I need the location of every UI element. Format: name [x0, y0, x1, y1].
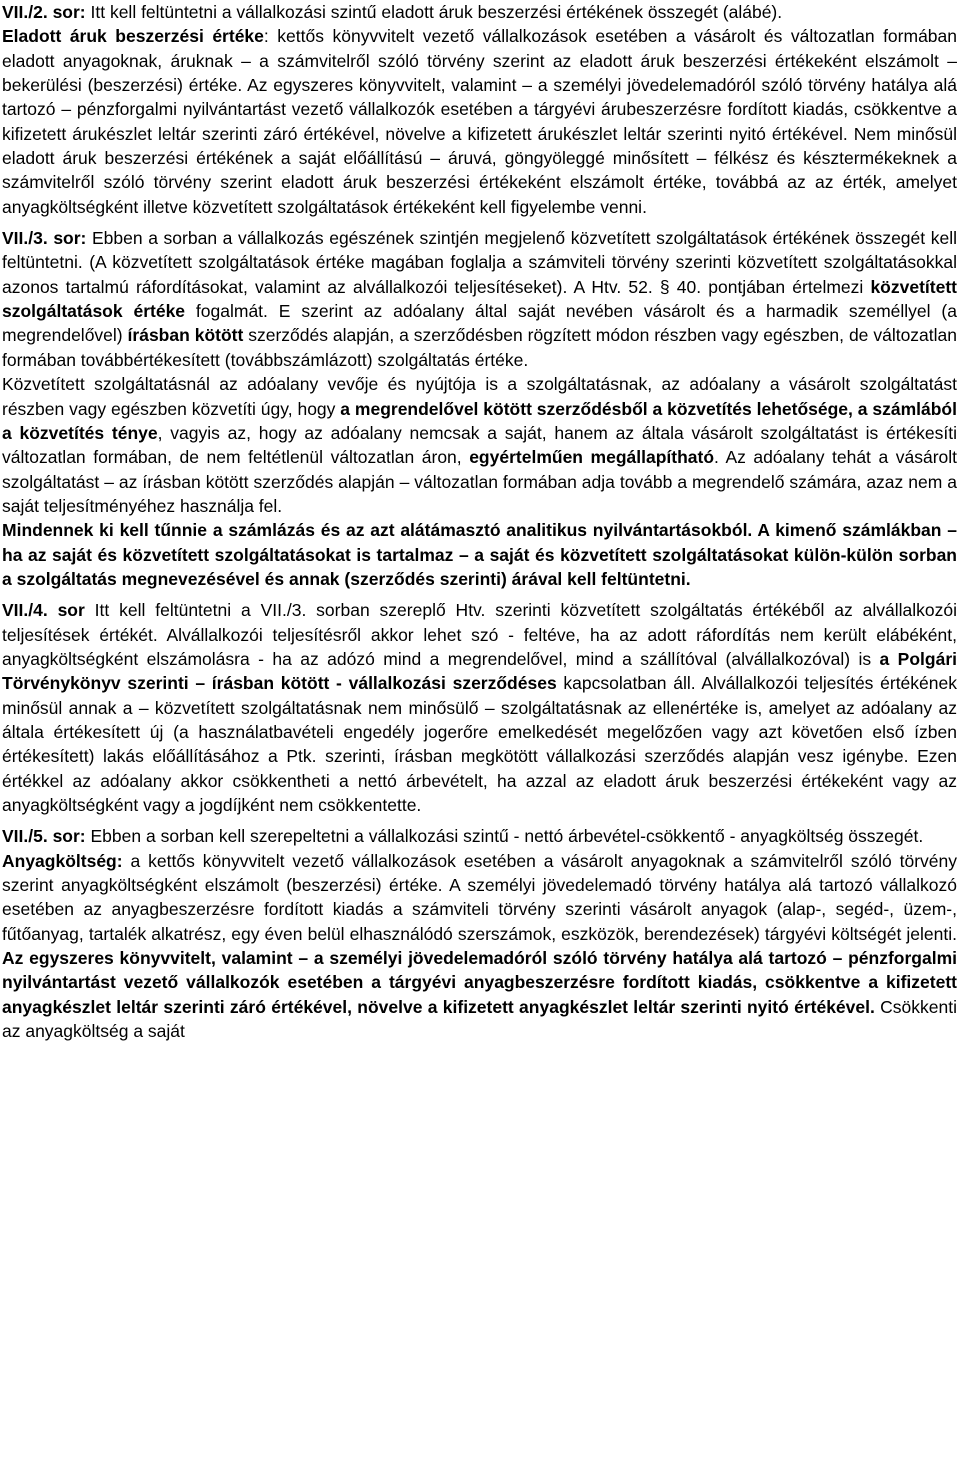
text-run: Itt kell feltüntetni a vállalkozási szintű eladott áruk beszerzési értékének összegét (alábé). [85, 2, 783, 22]
bold-text-run: Az egyszeres könyvvitelt, valamint – a személyi jövedelemadóról szóló törvény hatálya alá tartozó – pénzforgalmi nyilvántartást vezető vállalkozók esetében a tárgyévi anyagbeszerzésre fordított kiadás, csökkentve a kifizetett anyagkészlet leltár szerinti záró értékével, növelve a kifizetett anyagkészlet leltár szerinti nyitó értékével. [2, 948, 957, 1017]
section-vii-2-heading-paragraph [2, 0, 957, 24]
section-vii-5-paragraph [2, 824, 957, 848]
text-run: Ebben a sorban kell szerepeltetni a vállalkozási szintű - nettó árbevétel-csökkentő - anyagköltség összegét. [85, 826, 924, 847]
anyagkoltseg-definition-paragraph [2, 849, 957, 1044]
text-run: Csökkenti az anyagköltség a saját [2, 996, 957, 1042]
text-run: : kettős könyvvitelt vezető vállalkozások esetében a vásárolt és változatlan formában eladott anyagoknak, áruknak – a számvitelről szóló törvény szerint az eladott áruk beszerzési értékeként elszámolt – bekerülési (beszerzési) értéke. Az egyszeres könyvvitelt, valamint – a személyi jövedelemadóról szóló törvény hatálya alá tartozó – pénzforgalmi nyilvántartást vezető vállalkozók esetében a tárgyévi árubeszerzésre fordított kiadás, csökkentve a kifizetett árukészlet leltár szerinti záró értékével, növelve a kifizetett árukészlet leltár szerinti nyitó értékével. Nem minősül eladott áruk beszerzési értékének a saját előállítású – áruvá, göngyöleggé minősített – félkész és késztermékeknek a számvitelről szóló törvény szerint eladott áruk beszerzési értékeként elszámolt értéke, továbbá az az érték, amelyet anyagköltségként illetve közvetített szolgáltatások értékeként kell figyelembe venni. [2, 26, 957, 217]
text-run: Itt kell feltüntetni a VII./3. sorban szereplő Htv. szerinti közvetített szolgáltatás értékéből az alvállalkozói teljesítések értékét. Alvállalkozói teljesítésről akkor lehet szó - feltéve, ha az adott ráfordítás nem került elábéként, anyagköltségként elszámolásra - ha az adózó mind a megrendelővel, mind a szállítóval (alvállalkozóval) is [2, 600, 957, 669]
bold-text-run: VII./4. sor [2, 600, 85, 621]
kozvetitett-szolgaltatas-paragraph [2, 372, 957, 518]
text-run: fogalmát. E szerint az adóalany által saját nevében vásárolt és a harmadik személlyel (a megrendelővel) [2, 301, 957, 346]
section-vii-4-paragraph [2, 598, 957, 817]
text-run: Ebben a sorban a vállalkozás egészének szintjén megjelenő közvetített szolgáltatások értékének összegét kell feltüntetni. (A közvetített szolgáltatások értéke magában foglalja a számviteli törvény szerinti közvetített szolgáltatásokkal azonos tartalmú ráfordításokat, valamint az alvállalkozói teljesítéseket). A Htv. 52. § 40. pontjában értelmezi [2, 228, 958, 297]
text-run: kapcsolatban áll. Alvállalkozói teljesítés értékének minősül annak a – közvetített szolgáltatásnak nem minősülő – szolgáltatásnak az ellenértéke is, amelyet az adóalany az általa értékesített új (a használatbavételi engedély jogerőre emelkedését megelőzően vagy azt követően első ízben értékesített) lakás előállításához a Ptk. szerinti, írásban megkötött vállalkozási szerződés alapján vesz igénybe. Ezen értékkel az adóalany akkor csökkentheti a nettó árbevételt, ha azzal az eladott áruk beszerzési értékeként vagy az anyagköltségként vagy a jogdíjként nem csökkentette. [2, 673, 957, 815]
bold-text-run: írásban kötött [127, 325, 244, 346]
text-run: a kettős könyvvitelt vezető vállalkozások esetében a vásárolt anyagoknak a számvitelről szóló törvény szerint anyagköltségként elszámolt (beszerzési) értéke. A személyi jövedelemadó törvény hatálya alá tartozó vállalkozó esetében az anyagbeszerzésre fordított kiadás a számviteli törvény szerinti vásárolt anyagok (alap-, segéd-, üzem-, fűtőanyag, tartalék alkatrész, egy éven belül elhasználódó szerszámok, eszközök, berendezések) tárgyévi költségét jelenti. [2, 850, 957, 944]
bold-text-run: közvetített szolgáltatások értéke [2, 276, 957, 322]
text-run: Közvetített szolgáltatásnál az adóalany vevője és nyújtója is a szolgáltatásnak, az adóalany a vásárolt szolgáltatást részben vagy egészben közvetíti úgy, hogy [2, 374, 957, 419]
text-run: , vagyis az, hogy az adóalany nemcsak a saját, hanem az általa vásárolt szolgáltatást is értékesíti változatlan formában, de nem feltétlenül változatlan áron, [2, 422, 957, 468]
bold-text-run: egyértelműen megállapítható [469, 447, 715, 468]
bold-text-run: Eladott áruk beszerzési értéke [2, 26, 264, 47]
bold-text-run: VII./3. sor: [2, 228, 87, 249]
text-run: . Az adóalany tehát a vásárolt szolgáltatást – az írásban kötött szerződés alapján – változatlan formában adja tovább a megrendelő számára, azaz nem a saját teljesítményéhez használja fel. [2, 447, 958, 516]
bold-text-run: Anyagköltség: [2, 850, 123, 871]
bold-text-run: a Polgári Törvénykönyv szerinti – írásban kötött - vállalkozási szerződéses [2, 648, 957, 694]
text-run: szerződés alapján, a szerződésben rögzített módon részben vagy egészben, de változatlan formában továbbértékesített (továbbszámlázott) szolgáltatás értéke. [2, 325, 957, 370]
szamlazas-requirement-paragraph [2, 518, 957, 591]
bold-text-run: a megrendelővel kötött szerződésből a közvetítés lehetősége, a számlából a közvetítés ténye [2, 398, 957, 443]
bold-text-run: VII./2. sor: [2, 2, 86, 22]
section-vii-3-paragraph [2, 226, 957, 372]
eladott-aruk-definition-paragraph [2, 24, 957, 219]
bold-text-run: Mindennek ki kell tűnnie a számlázás és az azt alátámasztó analitikus nyilvántartásokból. A kimenő számlákban – ha az saját és közvetített szolgáltatásokat is tartalmaz – a saját és közvetített szolgáltatásokat külön-külön sorban a szolgáltatás megnevezésével és annak (szerződés szerinti) árával kell feltüntetni. [2, 520, 957, 589]
bold-text-run: VII./5. sor: [2, 826, 86, 847]
